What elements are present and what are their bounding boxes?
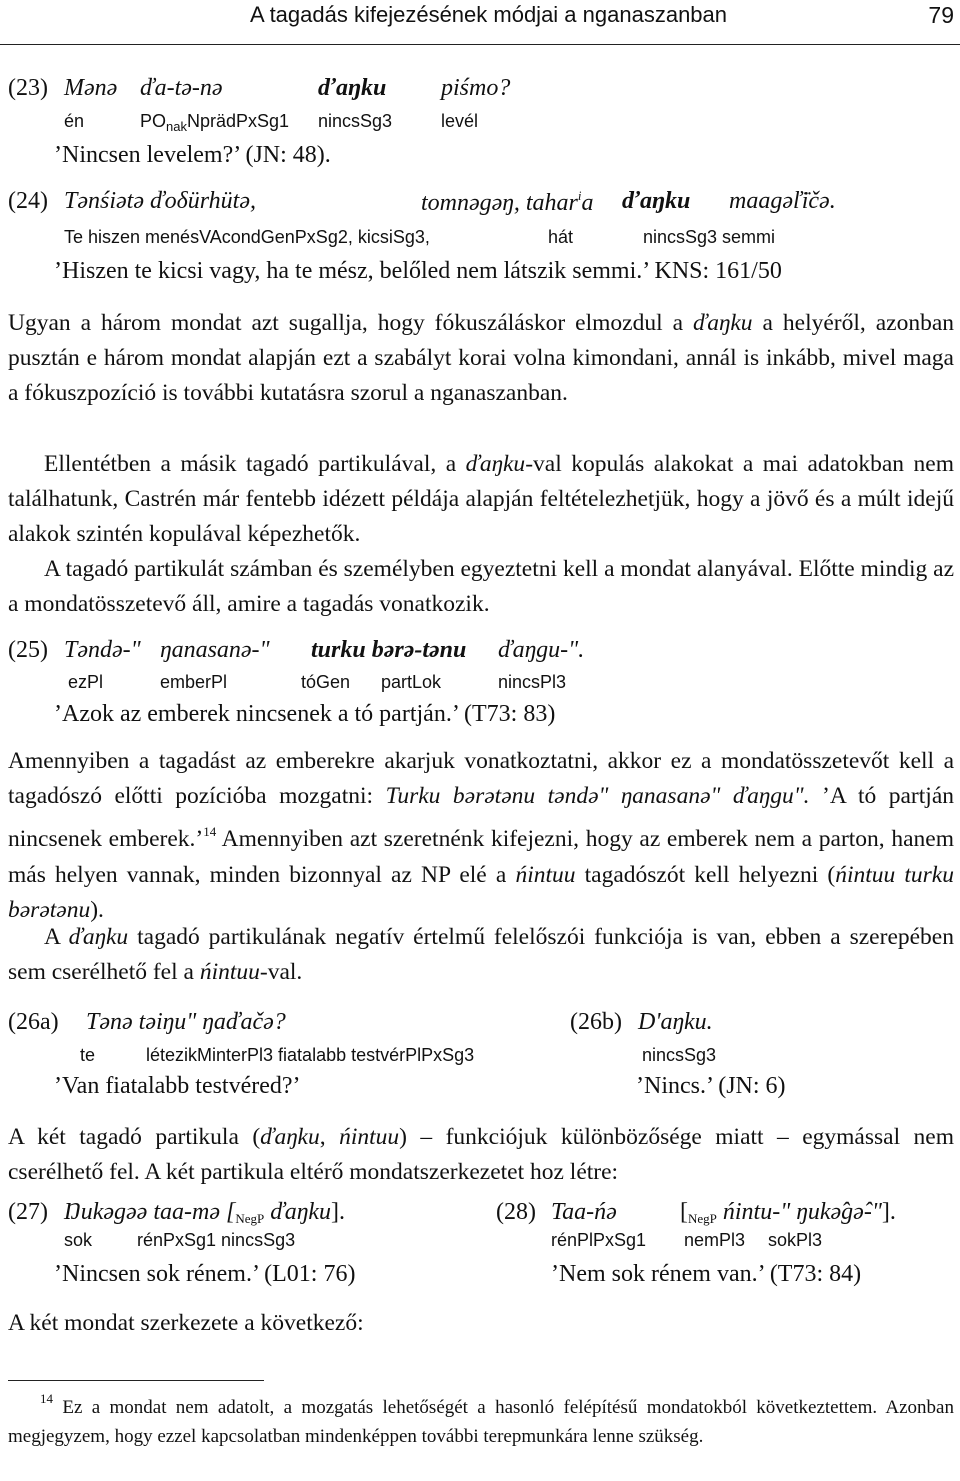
gloss: nincsSg3 semmi bbox=[643, 227, 776, 247]
example-word-negation: ďaŋku bbox=[318, 75, 387, 101]
translation: ’Nincsen sok rénem.’ (L01: 76) bbox=[54, 1261, 356, 1287]
example-word-negation: ďaŋku bbox=[622, 188, 691, 214]
body-paragraph: A ďaŋku tagadó partikulának negatív értelmű felelőszói funkciója is van, ebben a szerepében sem cserélhető fel a ńintuu-val. bbox=[8, 924, 954, 986]
translation: ’Hiszen te kicsi vagy, ha te mész, belőled nem látszik semmi.’ KNS: 161/50 bbox=[54, 258, 782, 284]
example-number: (25) bbox=[8, 637, 48, 663]
translation: ’Nincsen levelem?’ (JN: 48). bbox=[54, 142, 331, 168]
example-word: maagəľ̈ičə. bbox=[729, 188, 836, 214]
footnote-divider bbox=[8, 1380, 264, 1381]
gloss: sokPl3 bbox=[768, 1230, 823, 1250]
gloss: ezPl bbox=[68, 672, 104, 692]
example-number: (26a) bbox=[8, 1009, 59, 1035]
example-word: Mənə bbox=[64, 75, 118, 101]
example-word: ďa-tə-nə bbox=[140, 75, 223, 101]
footnote-marker: 14 bbox=[203, 824, 217, 840]
gloss: sok bbox=[64, 1230, 93, 1250]
translation: ’Nem sok rénem van.’ (T73: 84) bbox=[551, 1261, 862, 1287]
example-word: tomnəgəŋ, tahar$^i$a bbox=[421, 188, 594, 216]
gloss: levél bbox=[441, 111, 479, 131]
gloss: hát bbox=[548, 227, 574, 247]
example-word: Təndə-" bbox=[64, 637, 141, 663]
gloss: $PO_{nak}NprädPxSg1$ bbox=[140, 111, 290, 134]
gloss: tóGen bbox=[301, 672, 351, 692]
example-sentence: Ŋukəgəə taa-mə [$_{NegP}$ ďaŋku]. bbox=[64, 1199, 346, 1226]
gloss: emberPl bbox=[160, 672, 228, 692]
example-number: (27) bbox=[8, 1199, 48, 1225]
body-paragraph: Amennyiben a tagadást az emberekre akarjuk vonatkoztatni, akkor ez a mondatösszetevőt kell a tagadószó előtti pozícióba mozgatni: Turku bərətənu təndə" ŋanasanə" ďaŋgu". ’A tó partján nincsenek emberek.’$^{14}$ Amennyiben azt szeretnénk kifejezni, hogy az emberek nem a parton, hanem más helyen vannak, minden bizonnyal az NP elé a ńintuu tagadószót kell helyezni (ńintuu turku bərətənu). bbox=[8, 748, 955, 923]
gloss: nincsSg3 bbox=[642, 1045, 717, 1065]
example-word: Taa-ńə bbox=[551, 1199, 617, 1225]
gloss: rénPxSg1 nincsSg3 bbox=[137, 1230, 296, 1250]
body-paragraph: A két mondat szerkezete a következő: bbox=[8, 1310, 364, 1336]
body-paragraph: A két tagadó partikula (ďaŋku, ńintuu) – funkciójuk különbözősége miatt – egymással nem cserélhető fel. A két partikula eltérő mondatszerkezetet hoz létre: bbox=[8, 1124, 955, 1186]
page-number: 79 bbox=[928, 2, 954, 28]
source-reference: (T73: 83) bbox=[464, 701, 556, 727]
gloss: Te hiszen menésVAcondGenPxSg2, kicsiSg3, bbox=[64, 227, 430, 247]
body-paragraph: Ugyan a három mondat azt sugallja, hogy fókuszáláskor elmozdul a ďaŋku a helyéről, azonban pusztán e három mondat alapján ezt a szabályt korai volna kimondani, annál is inkább, mivel maga a fókuszpozíció is további kutatásra szorul a nganaszanban. bbox=[8, 310, 955, 407]
example-word: piśmo? bbox=[441, 75, 511, 101]
translation: ’Nincs.’ (JN: 6) bbox=[636, 1073, 786, 1099]
body-paragraph: A tagadó partikulát számban és személyben egyeztetni kell a mondat alanyával. Előtte mindig az a mondatösszetevő áll, amire a tagadás vonatkozik. bbox=[8, 556, 954, 618]
footnote: $^{14}$ Ez a mondat nem adatolt, a mozgatás lehetőségét a hasonló felépítésű mondatokból következtettem. Azonban megjegyzem, hogy ezzel kapcsolatban mindenképpen további terepmunkára lenne szükség. bbox=[8, 1391, 954, 1447]
gloss: nincsSg3 bbox=[318, 111, 393, 131]
example-number: (23) bbox=[8, 75, 48, 101]
gloss: nincsPl3 bbox=[498, 672, 567, 692]
example-word: turku bərə-tənu bbox=[311, 637, 467, 663]
running-header bbox=[0, 0, 960, 45]
gloss: rénPlPxSg1 bbox=[551, 1230, 647, 1250]
gloss: partLok bbox=[381, 672, 442, 692]
example-number: (26b) bbox=[570, 1009, 622, 1035]
gloss: én bbox=[64, 111, 85, 131]
gloss: létezikMinterPl3 fiatalabb testvérPlPxSg3 bbox=[146, 1045, 475, 1065]
gloss: nemPl3 bbox=[684, 1230, 746, 1250]
translation: ’Van fiatalabb testvéred?’ bbox=[54, 1073, 301, 1099]
example-number: (24) bbox=[8, 188, 48, 214]
example-word: ŋanasanə-" bbox=[160, 637, 270, 663]
translation: ’Azok az emberek nincsenek a tó partján.’ (T73: 83) bbox=[54, 701, 556, 727]
footnote-number: 14 bbox=[40, 1391, 53, 1406]
body-paragraph: Ellentétben a másik tagadó partikulával, a ďaŋku-val kopulás alakokat a mai adatokban nem találhatunk, Castrén már fentebb idézett példája alapján feltételezhetjük, hogy a jövő és a múlt idejű alakok szintén kopulával képezhetők. bbox=[8, 451, 954, 548]
example-word-negation: ďaŋgu-". bbox=[498, 637, 585, 663]
gloss: te bbox=[80, 1045, 96, 1065]
example-number: (28) bbox=[496, 1199, 536, 1225]
example-word: Tənśiətə ďoδürhütə, bbox=[64, 188, 256, 214]
source-reference: KNS: 161/50 bbox=[654, 258, 782, 284]
example-sentence: [$_{NegP}$ ńintu-" ŋukə̂gə̂-"]. bbox=[680, 1199, 896, 1226]
example-sentence: D'aŋku. bbox=[638, 1009, 713, 1035]
running-title: A tagadás kifejezésének módjai a nganaszanban bbox=[250, 2, 728, 27]
example-sentence: Tənə təiŋu" ŋaďačə? bbox=[86, 1009, 286, 1035]
